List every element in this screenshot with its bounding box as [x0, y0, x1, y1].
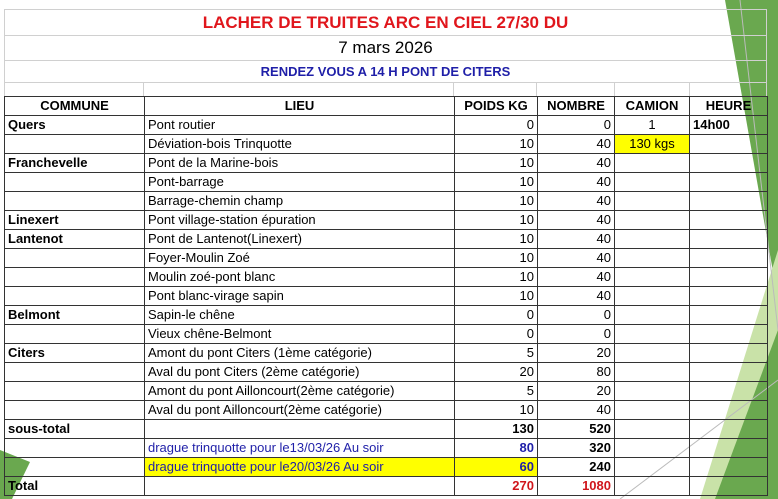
drague2-lieu: drague trinquotte pour le20/03/26 Au soir — [145, 458, 455, 477]
cell-lieu: Moulin zoé-pont blanc — [145, 268, 455, 287]
cell-camion — [615, 344, 690, 363]
spreadsheet — [4, 9, 767, 496]
table-row — [5, 382, 768, 401]
cell-camion — [615, 154, 690, 173]
table-row — [5, 306, 768, 325]
cell-poids: 10 — [455, 135, 538, 154]
cell-commune — [5, 458, 145, 477]
cell-nombre: 0 — [538, 116, 615, 135]
cell-commune: Linexert — [5, 211, 145, 230]
cell-camion — [615, 439, 690, 458]
cell-nombre: 40 — [538, 154, 615, 173]
cell-nombre: 20 — [538, 344, 615, 363]
cell-nombre: 80 — [538, 363, 615, 382]
cell-heure — [690, 135, 768, 154]
cell-camion — [615, 382, 690, 401]
cell-poids: 10 — [455, 401, 538, 420]
drague1-poids: 80 — [455, 439, 538, 458]
cell-camion — [615, 268, 690, 287]
cell-lieu: Amont du pont Ailloncourt(2ème catégorie) — [145, 382, 455, 401]
cell-commune — [5, 268, 145, 287]
drague-row-2 — [5, 458, 768, 477]
cell-heure — [690, 211, 768, 230]
empty-row — [4, 82, 767, 96]
meeting-info: RENDEZ VOUS A 14 H PONT DE CITERS — [4, 60, 767, 82]
subtotal-row — [5, 420, 768, 439]
header-heure: HEURE — [690, 97, 768, 116]
cell-poids: 20 — [455, 363, 538, 382]
subtotal-label: sous-total — [5, 420, 145, 439]
drague1-lieu: drague trinquotte pour le13/03/26 Au soir — [145, 439, 455, 458]
cell-camion — [615, 401, 690, 420]
total-label: Total — [5, 477, 145, 496]
cell-heure — [690, 268, 768, 287]
cell-camion — [615, 249, 690, 268]
event-date: 7 mars 2026 — [4, 35, 767, 60]
cell-heure — [690, 363, 768, 382]
cell-poids: 5 — [455, 344, 538, 363]
cell-commune — [5, 382, 145, 401]
table-row — [5, 135, 768, 154]
cell-heure — [690, 306, 768, 325]
header-row — [5, 97, 768, 116]
cell-nombre: 40 — [538, 192, 615, 211]
cell-commune — [5, 287, 145, 306]
cell-nombre: 40 — [538, 268, 615, 287]
cell-nombre: 40 — [538, 135, 615, 154]
table-row — [5, 116, 768, 135]
cell-lieu: Pont routier — [145, 116, 455, 135]
cell-poids: 5 — [455, 382, 538, 401]
cell-lieu: Amont du pont Citers (1ème catégorie) — [145, 344, 455, 363]
cell-heure — [690, 173, 768, 192]
cell-lieu: Vieux chêne-Belmont — [145, 325, 455, 344]
table-row — [5, 154, 768, 173]
cell-heure — [690, 249, 768, 268]
cell-heure — [690, 458, 768, 477]
cell-heure — [690, 382, 768, 401]
table-row — [5, 344, 768, 363]
cell-nombre: 40 — [538, 287, 615, 306]
cell-poids: 10 — [455, 211, 538, 230]
table-row — [5, 268, 768, 287]
cell-poids: 10 — [455, 268, 538, 287]
cell-lieu: Foyer-Moulin Zoé — [145, 249, 455, 268]
cell-heure — [690, 401, 768, 420]
table-row — [5, 401, 768, 420]
cell-lieu: Barrage-chemin champ — [145, 192, 455, 211]
cell-nombre: 40 — [538, 211, 615, 230]
cell-commune — [5, 325, 145, 344]
header-commune: COMMUNE — [5, 97, 145, 116]
cell-camion — [615, 192, 690, 211]
total-row — [5, 477, 768, 496]
cell-commune: Franchevelle — [5, 154, 145, 173]
cell-camion — [615, 458, 690, 477]
drague2-nombre: 240 — [538, 458, 615, 477]
header-lieu: LIEU — [145, 97, 455, 116]
cell-camion — [615, 230, 690, 249]
cell-camion — [615, 363, 690, 382]
cell-commune: Lantenot — [5, 230, 145, 249]
cell-camion — [615, 173, 690, 192]
header-poids: POIDS KG — [455, 97, 538, 116]
table-row — [5, 230, 768, 249]
cell-commune — [5, 401, 145, 420]
cell-commune — [5, 173, 145, 192]
table-row — [5, 192, 768, 211]
cell-commune — [5, 249, 145, 268]
cell-heure — [690, 192, 768, 211]
cell-nombre: 0 — [538, 306, 615, 325]
cell-poids: 10 — [455, 230, 538, 249]
cell-nombre: 40 — [538, 401, 615, 420]
cell-camion — [615, 287, 690, 306]
cell-lieu: Pont-barrage — [145, 173, 455, 192]
cell-commune: Citers — [5, 344, 145, 363]
cell-camion — [615, 306, 690, 325]
table-row — [5, 287, 768, 306]
cell-lieu — [145, 477, 455, 496]
table-row — [5, 249, 768, 268]
cell-heure — [690, 477, 768, 496]
total-poids: 270 — [455, 477, 538, 496]
cell-camion: 1 — [615, 116, 690, 135]
cell-lieu: Pont de la Marine-bois — [145, 154, 455, 173]
cell-lieu: Sapin-le chêne — [145, 306, 455, 325]
cell-heure — [690, 344, 768, 363]
cell-poids: 10 — [455, 249, 538, 268]
cell-heure — [690, 420, 768, 439]
cell-heure — [690, 325, 768, 344]
cell-nombre: 20 — [538, 382, 615, 401]
cell-lieu: Aval du pont Citers (2ème catégorie) — [145, 363, 455, 382]
cell-nombre: 40 — [538, 249, 615, 268]
cell-nombre: 0 — [538, 325, 615, 344]
subtotal-poids: 130 — [455, 420, 538, 439]
drague2-poids: 60 — [455, 458, 538, 477]
cell-poids: 10 — [455, 287, 538, 306]
cell-lieu: Pont village-station épuration — [145, 211, 455, 230]
cell-camion — [615, 420, 690, 439]
table-row — [5, 325, 768, 344]
cell-camion — [615, 211, 690, 230]
cell-commune: Belmont — [5, 306, 145, 325]
sheet-title: LACHER DE TRUITES ARC EN CIEL 27/30 DU — [4, 9, 767, 35]
subtotal-nombre: 520 — [538, 420, 615, 439]
header-camion: CAMION — [615, 97, 690, 116]
cell-lieu — [145, 420, 455, 439]
cell-commune — [5, 439, 145, 458]
table-row — [5, 363, 768, 382]
header-nombre: NOMBRE — [538, 97, 615, 116]
cell-heure — [690, 230, 768, 249]
cell-heure — [690, 287, 768, 306]
cell-poids: 10 — [455, 173, 538, 192]
cell-commune — [5, 363, 145, 382]
cell-poids: 0 — [455, 306, 538, 325]
cell-nombre: 40 — [538, 230, 615, 249]
cell-poids: 10 — [455, 154, 538, 173]
cell-nombre: 40 — [538, 173, 615, 192]
drague-row-1 — [5, 439, 768, 458]
total-nombre: 1080 — [538, 477, 615, 496]
release-table — [4, 96, 768, 496]
cell-commune — [5, 192, 145, 211]
cell-lieu: Pont de Lantenot(Linexert) — [145, 230, 455, 249]
cell-commune — [5, 135, 145, 154]
cell-lieu: Déviation-bois Trinquotte — [145, 135, 455, 154]
cell-heure — [690, 439, 768, 458]
cell-camion — [615, 477, 690, 496]
cell-heure — [690, 154, 768, 173]
table-row — [5, 211, 768, 230]
cell-lieu: Pont blanc-virage sapin — [145, 287, 455, 306]
cell-camion — [615, 325, 690, 344]
cell-lieu: Aval du pont Ailloncourt(2ème catégorie) — [145, 401, 455, 420]
cell-camion-highlight: 130 kgs — [615, 135, 690, 154]
cell-poids: 0 — [455, 116, 538, 135]
cell-commune: Quers — [5, 116, 145, 135]
table-row — [5, 173, 768, 192]
cell-poids: 0 — [455, 325, 538, 344]
cell-heure: 14h00 — [690, 116, 768, 135]
cell-poids: 10 — [455, 192, 538, 211]
drague1-nombre: 320 — [538, 439, 615, 458]
